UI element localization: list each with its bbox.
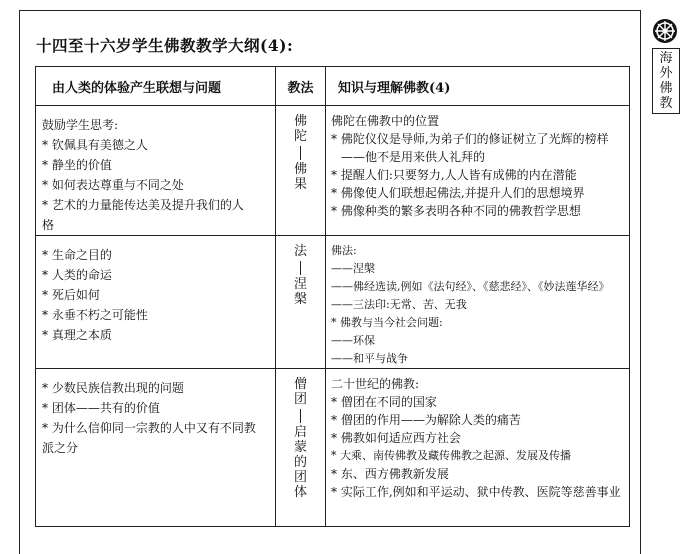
side-tab-char: 教 [659,96,673,111]
knowledge-subitem: ——佛经选读,例如《法句经》、《慈悲经》、《妙法莲华经》 [331,280,610,293]
knowledge-cell [326,236,630,369]
teaching-char: 启 [293,425,307,440]
page-title: 十四至十六岁学生佛教教学大纲(4): [36,36,294,55]
teaching-char: 果 [293,177,307,192]
header-experience: 由人类的体验产生联想与问题 [36,67,276,106]
topic-item: * 如何表达尊重与不同之处 [42,178,184,192]
teaching-char: 蒙 [293,440,307,455]
teaching-char: 僧 [293,377,307,392]
knowledge-subitem: ——他不是用来供人礼拜的 [341,150,486,164]
vertical-divider [300,261,301,275]
knowledge-item: * 佛教如何适应西方社会 [331,431,461,445]
knowledge-subitem: ——环保 [331,334,375,347]
topics-cell [36,369,276,527]
teaching-cell [276,106,326,236]
topic-item: * 为什么信仰同一宗教的人中又有不同教派之分 [42,421,256,455]
topics-cell [36,236,276,369]
teaching-vertical-text [294,114,307,192]
knowledge-item: * 东、西方佛教新发展 [331,467,449,481]
topic-item: * 永垂不朽之可能性 [42,308,148,322]
knowledge-cell [326,369,630,527]
dharma-wheel-icon [652,18,678,44]
side-tab-char: 外 [659,66,673,81]
teaching-char: 陀 [293,129,307,144]
teaching-vertical-text [294,377,307,500]
topic-item: * 艺术的力量能传达美及提升我们的人格 [42,198,244,232]
knowledge-item: * 佛陀仪仪是导师,为弟子们的修证树立了光辉的榜样 [331,132,609,146]
vertical-divider [300,146,301,160]
teaching-cell [276,369,326,527]
topic-item: * 少数民族信教出现的问题 [42,381,184,395]
table-row-sangha [36,369,630,527]
table-row-dharma [36,236,630,369]
topic-item: * 静坐的价值 [42,158,112,172]
side-tab-label [652,48,680,114]
knowledge-subitem: ——涅槃 [331,262,375,275]
topic-item: * 死后如何 [42,288,100,302]
side-tab-char: 佛 [659,81,673,96]
knowledge-item: * 僧团在不同的国家 [331,395,437,409]
teaching-cell [276,236,326,369]
vertical-divider [300,409,301,423]
topics-cell [36,106,276,236]
teaching-char: 的 [293,455,307,470]
header-knowledge: 知识与理解佛教(4) [326,67,630,106]
topic-item: * 团体——共有的价值 [42,401,160,415]
knowledge-cell [326,106,630,236]
teaching-char: 槃 [293,292,307,307]
teaching-char: 佛 [293,114,307,129]
knowledge-item: * 佛教与当今社会问题: [331,316,443,329]
knowledge-item: * 佛像使人们联想起佛法,并提升人们的思想境界 [331,186,585,200]
topic-item: 鼓励学生思考: [42,118,119,132]
teaching-char: 团 [293,470,307,485]
knowledge-item: * 佛像种类的繁多表明各种不同的佛教哲学思想 [331,204,581,218]
table-header-row [36,67,630,106]
topic-item: * 人类的命运 [42,268,112,282]
topic-item: * 真理之本质 [42,328,112,342]
teaching-char: 团 [293,392,307,407]
knowledge-subitem: ——和平与战争 [331,352,408,365]
teaching-vertical-text [294,244,307,307]
knowledge-item: * 僧团的作用——为解除人类的痛苦 [331,413,521,427]
knowledge-item: * 大乘、南传佛教及藏传佛教之起源、发展及传播 [331,449,571,462]
teaching-char: 佛 [293,162,307,177]
teaching-char: 体 [293,485,307,500]
knowledge-item: 佛法: [331,244,357,257]
knowledge-subitem: ——三法印:无常、苦、无我 [331,298,467,311]
knowledge-item: * 实际工作,例如和平运动、狱中传教、医院等慈善事业 [331,485,621,499]
header-teaching: 教法 [276,67,326,106]
knowledge-item: * 提醒人们:只要努力,人人皆有成佛的内在潜能 [331,168,577,182]
syllabus-table [35,66,630,527]
table-row-buddha [36,106,630,236]
topic-item: * 钦佩具有美德之人 [42,138,148,152]
side-tab-char: 海 [659,51,673,66]
knowledge-item: 佛陀在佛教中的位置 [331,114,440,128]
topic-item: * 生命之目的 [42,248,112,262]
teaching-char: 涅 [293,277,307,292]
knowledge-item: 二十世纪的佛教: [331,377,420,391]
teaching-char: 法 [293,244,307,259]
